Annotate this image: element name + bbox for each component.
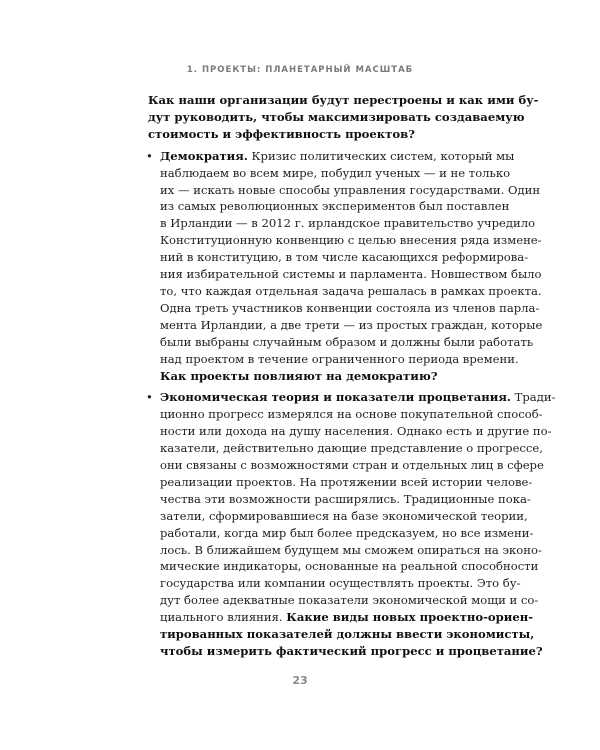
text-run: лось. В ближайшем будущем мы сможем опираться на эконо- (160, 542, 542, 557)
text-line (148, 126, 460, 143)
bold-text: Экономическая теория и показатели процветания. (160, 390, 511, 405)
text-run: Одна треть участников конвенции состояла из членов парла- (160, 300, 540, 315)
text-run: Кризис политических систем, который мы (247, 148, 515, 163)
running-header: 1. ПРОЕКТЫ: ПЛАНЕТАРНЫЙ МАСШТАБ (186, 65, 414, 75)
bold-text: стоимость и эффективность проектов? (148, 126, 415, 141)
text-line (160, 525, 534, 542)
text-line (160, 558, 539, 575)
bold-text: чтобы измерить фактический прогресс и процветание? (160, 644, 543, 658)
question-paragraph (148, 92, 539, 143)
text-run: в Ирландии — в 2012 г. ирландское правительство учредило (160, 216, 536, 231)
bold-text: Как наши организации будут перестроены и как ими бу- (148, 93, 539, 107)
text-run: наблюдаем во всем мире, побудил ученых — и не только (160, 165, 511, 180)
text-run: реализации проектов. На протяжении всей истории челове- (160, 474, 533, 489)
text-line (160, 148, 515, 165)
text-line (160, 406, 543, 423)
text-line (160, 440, 543, 457)
text-line (160, 491, 531, 508)
text-line (160, 592, 539, 609)
text-line (160, 182, 541, 199)
text-line (148, 92, 539, 109)
bullet-icon: • (146, 390, 153, 405)
text-run: ности или дохода на душу населения. Однако есть и другие по- (160, 424, 552, 439)
text-line (160, 508, 528, 525)
bold-text: тированных показателей должны ввести экономисты, (160, 627, 535, 642)
text-line (160, 317, 543, 334)
text-run: ционно прогресс измерялся на основе покупательной способ- (160, 407, 543, 422)
text-line (160, 215, 536, 232)
text-run: Тради- (510, 390, 556, 405)
body-text (146, 92, 556, 665)
text-line (160, 249, 529, 266)
bullet-paragraph (146, 148, 543, 385)
text-run: ния избирательной системы и парламента. Новшеством было (160, 267, 542, 282)
text-run: мента Ирландии, а две трети — из простых граждан, которые (160, 317, 543, 332)
bold-text: дут руководить, чтобы максимизировать создаваемую (148, 109, 525, 124)
text-run: циального влияния. (160, 610, 287, 625)
bullet-paragraph (146, 389, 556, 660)
text-line (160, 232, 542, 249)
text-line (160, 198, 510, 215)
text-run: казатели, действительно дающие представление о прогрессе, (160, 441, 543, 456)
text-line (160, 389, 556, 406)
text-line (160, 334, 534, 351)
bullet-icon: • (146, 148, 153, 163)
text-line (160, 542, 542, 559)
text-line (160, 283, 542, 300)
text-run: дут более адекватные показатели экономической мощи и со- (160, 593, 539, 608)
text-line (160, 609, 534, 626)
text-run: они связаны с возможностями стран и отдельных лиц в сфере (160, 458, 544, 473)
text-run: мические индикаторы, основанные на реальной способности (160, 559, 539, 574)
bold-text: Демократия. (160, 148, 248, 163)
bold-text: Какие виды новых проектно-ориен- (286, 610, 534, 625)
text-run: работали, когда мир был более предсказуем, но все измени- (160, 525, 534, 540)
text-line (148, 109, 525, 126)
page-number: 23 (292, 674, 308, 687)
bold-text: Как проекты повлияют на демократию? (160, 368, 438, 383)
text-line (160, 165, 511, 182)
text-run: были выбраны случайным образом и должны были работать (160, 334, 534, 349)
text-line (160, 423, 552, 440)
text-line (160, 626, 535, 643)
text-line (160, 351, 519, 368)
text-line (160, 368, 460, 385)
text-line (160, 300, 540, 317)
text-run: их — искать новые способы управления государствами. Один (160, 182, 541, 197)
text-run: государства или компании осуществлять проекты. Это бу- (160, 576, 521, 591)
text-run: над проектом в течение ограниченного периода времени. (160, 351, 519, 366)
text-run: затели, сформировавшиеся на базе экономической теории, (160, 508, 528, 523)
text-run: из самых революционных экспериментов был поставлен (160, 199, 510, 214)
text-line (160, 575, 521, 592)
text-run: чества эти возможности расширялись. Традиционные пока- (160, 491, 531, 506)
text-line (160, 266, 542, 283)
text-run: то, что каждая отдельная задача решалась в рамках проекта. (160, 283, 542, 298)
text-run: Конституционную конвенцию с целью внесения ряда измене- (160, 233, 542, 248)
text-line (160, 643, 543, 660)
text-line (160, 474, 533, 491)
text-run: ний в конституцию, в том числе касающихся реформирова- (160, 250, 529, 265)
text-line (160, 457, 544, 474)
